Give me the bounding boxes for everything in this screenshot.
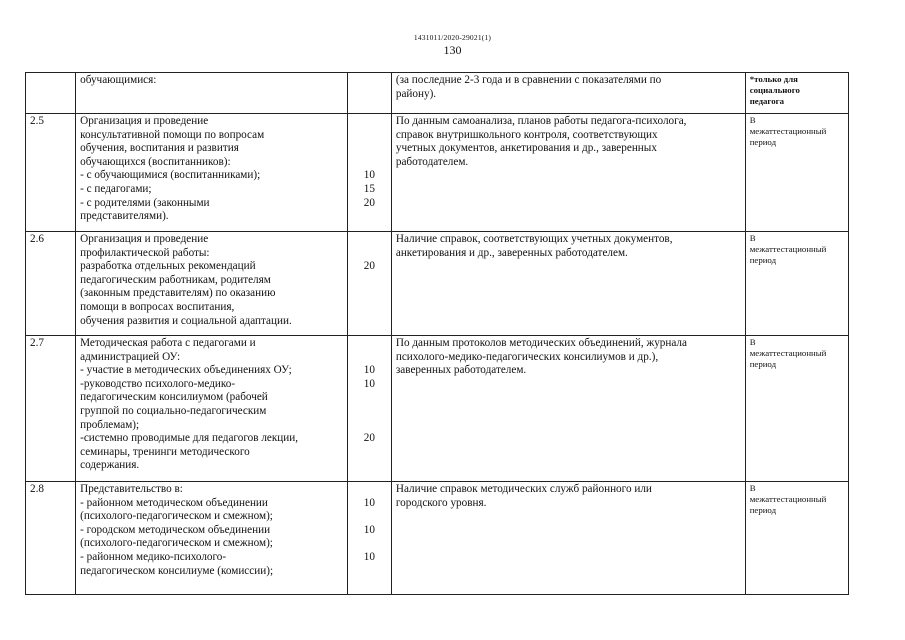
points-cell [347, 336, 391, 482]
note-line: В [749, 483, 756, 493]
points-line [352, 419, 387, 433]
description-line: обучающихся (воспитанников): [80, 155, 231, 168]
points-line [352, 315, 387, 329]
evidence-line: По данным протоколов методических объединений, журнала [395, 337, 687, 349]
description-line: Методическая работа с педагогами и [80, 337, 256, 349]
table-row [26, 232, 849, 336]
note-line: период [749, 505, 777, 515]
evidence-line: (за последние 2-3 года и в сравнении с показателями по [395, 74, 662, 86]
description-line: обучения развития и социальной адаптации. [80, 314, 292, 327]
description-line: - участие в методических объединениях ОУ; [80, 364, 292, 377]
evidence-line: По данным самоанализа, планов работы педагога-психолога, [395, 115, 687, 127]
table-row [26, 114, 849, 232]
points-line [352, 129, 387, 143]
note-line: *только для [749, 74, 798, 84]
document-number: 1431011/2020-29021(1) [413, 33, 492, 42]
evidence-line: анкетирования и др., заверенных работодателем. [395, 246, 628, 259]
description-line: Организация и проведение [80, 115, 209, 127]
points-line [352, 274, 387, 288]
item-number-cell: 2.8 [26, 482, 76, 595]
description-line: - городском методическом объединении [80, 523, 271, 536]
note-line: педагога [749, 96, 784, 106]
description-line: (психолого-педагогическом и смежном); [80, 510, 273, 523]
table-row [26, 482, 849, 595]
note-cell [745, 482, 848, 595]
evidence-line: работодателем. [395, 155, 469, 168]
points-line: 10 [363, 364, 375, 377]
description-line: - с обучающимися (воспитанниками); [80, 169, 261, 182]
evidence-line: Наличие справок методических служб районного или [395, 483, 652, 495]
description-line: педагогическим работникам, родителям [80, 273, 271, 286]
description-line: помощи в вопросах воспитания, [80, 300, 235, 313]
description-line: представителями). [80, 210, 169, 223]
points-line: 10 [363, 377, 375, 390]
description-cell [76, 482, 348, 595]
points-line: 10 [363, 169, 375, 182]
points-line: 10 [363, 550, 375, 563]
item-number-cell: 2.5 [26, 114, 76, 232]
note-line: период [749, 255, 777, 265]
points-line [352, 287, 387, 301]
evidence-cell [391, 114, 745, 232]
description-line: (законным представителям) по оказанию [80, 287, 276, 300]
note-cell [745, 336, 848, 482]
note-line: межаттестационный [749, 348, 827, 358]
evidence-line: городского уровня. [395, 496, 487, 509]
table-row [26, 336, 849, 482]
page-number: 130 [443, 43, 462, 57]
description-line: (психолого-педагогическом и смежном); [80, 537, 273, 550]
criteria-table [25, 72, 849, 595]
description-cell [76, 232, 348, 336]
evidence-cell [391, 336, 745, 482]
note-line: межаттестационный [749, 244, 827, 254]
description-line: профилактической работы: [80, 246, 210, 259]
points-line: 20 [363, 196, 375, 209]
points-line [352, 210, 387, 224]
note-line: В [749, 337, 756, 347]
description-line: обучающимися: [80, 74, 157, 86]
points-line: 10 [363, 523, 375, 536]
points-line [352, 459, 387, 473]
description-line: администрацией ОУ: [80, 350, 181, 363]
points-line [352, 537, 387, 551]
evidence-line: Наличие справок, соответствующих учетных документов, [395, 233, 673, 245]
evidence-line: учетных документов, анкетирования и др., заверенных [395, 142, 657, 155]
points-line [352, 446, 387, 460]
description-line: группой по социально-педагогическим [80, 404, 267, 417]
points-cell [347, 73, 391, 114]
points-line: 15 [363, 182, 375, 195]
points-line [352, 337, 387, 351]
description-line: разработка отдельных рекомендаций [80, 260, 256, 273]
note-line: межаттестационный [749, 126, 827, 136]
description-line: педагогическом консилиуме (комиссии); [80, 564, 274, 577]
note-cell [745, 114, 848, 232]
points-cell [347, 232, 391, 336]
description-line: Организация и проведение [80, 233, 209, 245]
points-line [352, 565, 387, 579]
points-line [352, 391, 387, 405]
evidence-cell [391, 482, 745, 595]
evidence-line: психолого-медико-педагогических консилиумов и др.), [395, 350, 659, 363]
points-line [352, 510, 387, 524]
criteria-table-body [26, 73, 849, 595]
description-cell [76, 73, 348, 114]
note-line: социального [749, 85, 800, 95]
note-line: период [749, 359, 777, 369]
item-number-cell: 2.6 [26, 232, 76, 336]
points-line: 20 [363, 260, 375, 273]
item-number-cell [26, 73, 76, 114]
description-line: - районном медико-психолого- [80, 550, 227, 563]
description-line: - с родителями (законными [80, 196, 210, 209]
points-line [352, 233, 387, 247]
description-line: -руководство психолого-медико- [80, 377, 236, 390]
description-line: - с педагогами; [80, 182, 152, 195]
evidence-cell [391, 232, 745, 336]
points-line [352, 301, 387, 315]
note-cell [745, 73, 848, 114]
evidence-cell [391, 73, 745, 114]
points-line [352, 483, 387, 497]
points-line: 20 [363, 432, 375, 445]
description-line: содержания. [80, 459, 140, 472]
description-cell [76, 114, 348, 232]
points-cell [347, 482, 391, 595]
note-line: В [749, 115, 756, 125]
note-line: В [749, 233, 756, 243]
item-number-cell: 2.7 [26, 336, 76, 482]
points-line: 10 [363, 496, 375, 509]
description-line: Представительство в: [80, 483, 183, 495]
description-line: педагогическим консилиумом (рабочей [80, 391, 268, 404]
evidence-line: заверенных работодателем. [395, 364, 527, 377]
table-row [26, 73, 849, 114]
note-line: межаттестационный [749, 494, 827, 504]
evidence-line: району). [395, 87, 437, 100]
note-line: период [749, 137, 777, 147]
points-line [352, 405, 387, 419]
evidence-line: справок внутришкольного контроля, соответствующих [395, 128, 658, 141]
description-cell [76, 336, 348, 482]
points-line [352, 142, 387, 156]
description-line: обучения, воспитания и развития [80, 142, 239, 155]
points-line [352, 351, 387, 365]
points-cell [347, 114, 391, 232]
note-cell [745, 232, 848, 336]
description-line: семинары, тренинги методического [80, 445, 250, 458]
points-line [352, 156, 387, 170]
description-line: проблемам); [80, 418, 140, 431]
points-line [352, 115, 387, 129]
points-line [352, 247, 387, 261]
description-line: - районном методическом объединении [80, 496, 268, 509]
description-line: консультативной помощи по вопросам [80, 128, 265, 141]
description-line: -системно проводимые для педагогов лекции, [80, 432, 299, 445]
